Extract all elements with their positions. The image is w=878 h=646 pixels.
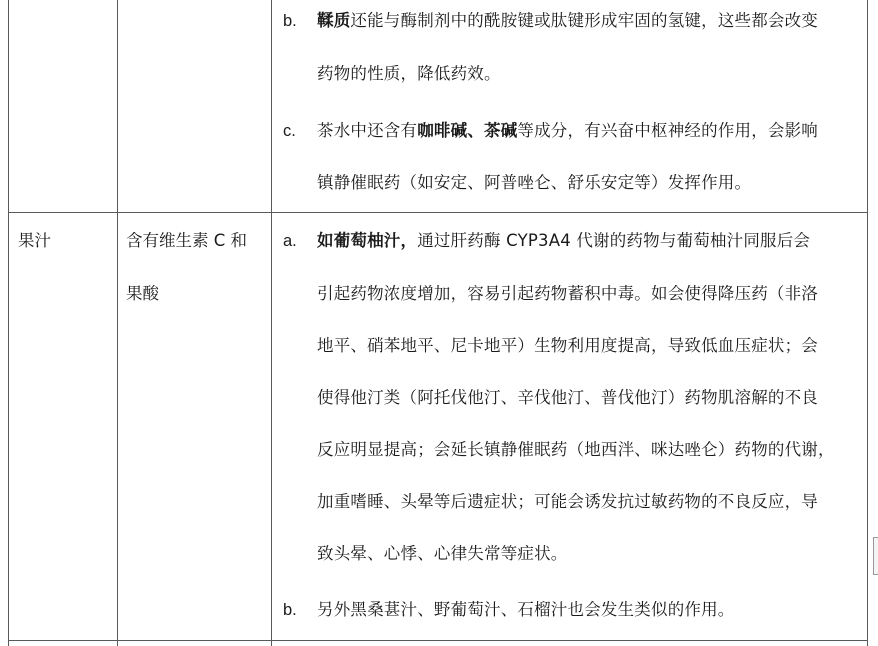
table-border-left <box>8 0 9 646</box>
bold-text: 如葡萄柚汁， <box>317 231 418 250</box>
text-run: 反应明显提高；会延长镇静催眠药（地西泮、咪达唑仑）药物的代谢， <box>317 440 835 459</box>
beverage-component: 含有维生素 C 和 <box>126 231 248 250</box>
item-line <box>317 121 818 141</box>
item-line <box>317 544 568 564</box>
text-run: 还能与酶制剂中的酰胺键或肽键形成牢固的氢键，这些都会改变 <box>350 11 819 30</box>
table-border-right <box>867 0 868 646</box>
item-line <box>317 492 818 512</box>
text-run: 致头晕、心悸、心律失常等症状。 <box>317 544 568 563</box>
item-label: b. <box>283 12 297 30</box>
item-label: a. <box>283 232 297 250</box>
item-line <box>317 173 751 193</box>
item-line <box>317 388 818 408</box>
text-run: 等成分，有兴奋中枢神经的作用，会影响 <box>517 121 819 140</box>
table-column-divider-2 <box>271 0 272 646</box>
text-run: 引起药物浓度增加，容易引起药物蓄积中毒。如会使得降压药（非洛 <box>317 284 818 303</box>
table-row-divider <box>8 212 868 213</box>
text-run: 另外黑桑葚汁、野葡萄汁、石榴汁也会发生类似的作用。 <box>317 600 735 619</box>
text-run: 通过肝药酶 CYP3A4 代谢的药物与葡萄柚汁同服后会 <box>417 231 811 250</box>
table-row-divider-bottom <box>8 640 868 641</box>
item-line <box>317 284 818 304</box>
scroll-edge-handle[interactable] <box>873 537 878 575</box>
text-run: 镇静催眠药（如安定、阿普唑仑、舒乐安定等）发挥作用。 <box>317 173 752 192</box>
item-label: c. <box>283 122 296 140</box>
item-label: b. <box>283 601 297 619</box>
item-line <box>317 64 501 84</box>
text-run: 地平、硝苯地平、尼卡地平）生物利用度提高，导致低血压症状；会 <box>317 336 818 355</box>
text-run: 药物的性质，降低药效。 <box>317 64 501 83</box>
text-run: 加重嗜睡、头晕等后遗症状；可能会诱发抗过敏药物的不良反应，导 <box>317 492 818 511</box>
item-line <box>317 231 810 251</box>
text-run: 茶水中还含有 <box>317 121 418 140</box>
table-column-divider-1 <box>117 0 118 646</box>
text-run: 使得他汀类（阿托伐他汀、辛伐他汀、普伐他汀）药物肌溶解的不良 <box>317 388 818 407</box>
item-line <box>317 11 818 31</box>
beverage-component: 果酸 <box>126 284 159 303</box>
item-line <box>317 440 835 460</box>
item-line <box>317 336 818 356</box>
item-line <box>317 600 735 620</box>
beverage-name: 果汁 <box>18 231 51 250</box>
bold-text: 鞣质 <box>317 11 351 30</box>
bold-text: 咖啡碱、茶碱 <box>417 121 518 140</box>
